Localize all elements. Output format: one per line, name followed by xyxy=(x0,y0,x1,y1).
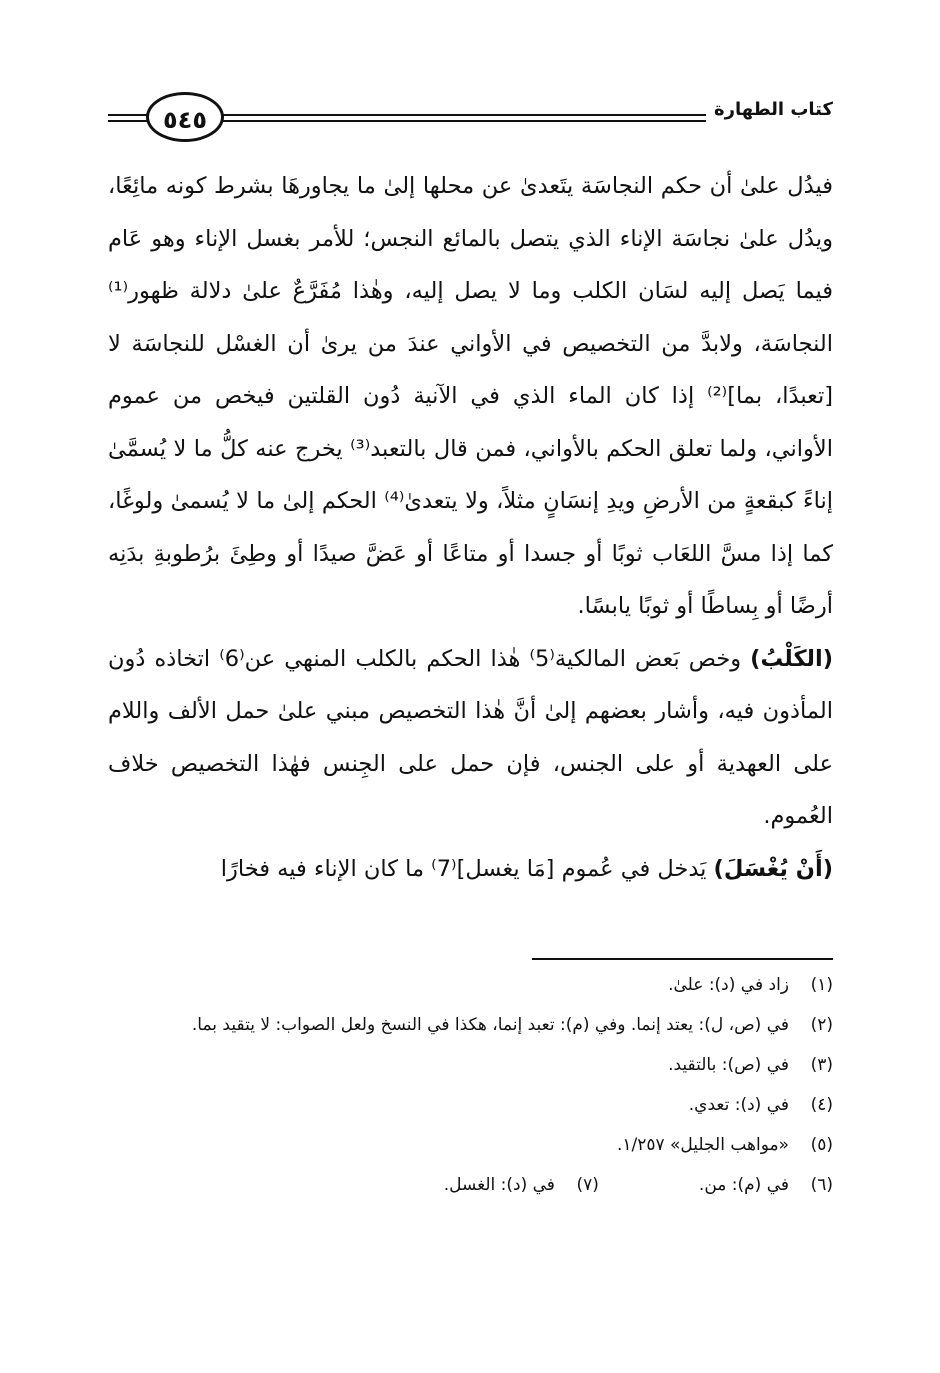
paragraph-2-text: وخص بَعض المالكية⁽5⁾ هٰذا الحكم بالكلب المنهي عن⁽6⁾ اتخاذه دُون المأذون فيه، وأشار بعضهم إلىٰ أنَّ هٰذا التخصيص مبني علىٰ حمل الألف واللام على العهدية أو على الجنس، فإن حمل على الجِنس فهٰذا التخصيص خلاف العُموم. xyxy=(108,645,833,829)
footnote-3-number: (٣) xyxy=(810,1055,833,1075)
footnote-7-text: في (د): الغسل. xyxy=(443,1175,555,1195)
footnote-row-6-7 xyxy=(108,1170,833,1200)
footnote-2 xyxy=(108,1010,833,1040)
footnote-5-number: (٥) xyxy=(810,1135,833,1155)
footnote-6-text: في (م): من. xyxy=(698,1175,789,1195)
footnote-2-text: في (ص، ل): يعتد إنما. وفي (م): تعبد إنما، هكذا في النسخ ولعل الصواب: لا يتقيد بما. xyxy=(191,1015,789,1035)
footnote-1-number: (١) xyxy=(810,975,833,995)
footnote-1-text: زاد في (د): علىٰ. xyxy=(668,975,789,995)
footnote-5-text: «مواهب الجليل» ١/٢٥٧. xyxy=(616,1135,789,1155)
footnote-6-number: (٦) xyxy=(810,1175,833,1195)
footnote-1 xyxy=(108,970,833,1000)
footnote-7-number: (٧) xyxy=(576,1175,599,1195)
footnote-3-text: في (ص): بالتقيد. xyxy=(668,1055,789,1075)
footnote-separator xyxy=(532,958,833,960)
page-header xyxy=(108,92,833,148)
paragraph-2-lead: (الكَلْبُ) xyxy=(750,645,833,672)
footnote-3 xyxy=(108,1050,833,1080)
footnotes xyxy=(108,970,833,1200)
paragraph-3-lead: (أَنْ يُغْسَلَ) xyxy=(713,855,833,882)
footnote-2-number: (٢) xyxy=(810,1015,833,1035)
paragraph-1: فيدُل علىٰ أن حكم النجاسَة يتَعدىٰ عن محلها إلىٰ ما يجاورهَا بشرط كونه مائِعًا، ويدُل علىٰ نجاسَة الإناء الذي يتصل بالمائع النجس؛ للأمر بغسل الإناء وهو عَام فيما يَصل إليه لسَان الكلب وما لا يصل إليه، وهٰذا مُفَرَّعٌ علىٰ دلالة ظهور⁽¹⁾ النجاسَة، ولابدَّ من التخصيص في الأواني عندَ من يرىٰ أن الغسْل للنجاسَة لا [تعبدًا، بما]⁽²⁾ إذا كان الماء الذي في الآنية دُون القلتين فيخص من عموم الأواني، ولما تعلق الحكم بالأواني، فمن قال بالتعبد⁽³⁾ يخرج عنه كلُّ ما لا يُسمَّىٰ إناءً كبقعةٍ من الأرضِ ويدِ إنسَانٍ مثلاً، ولا يتعدىٰ⁽⁴⁾ الحكم إلىٰ ما لا يُسمىٰ ولوغًا، كما إذا مسَّ اللعَاب ثوبًا أو جسدا أو متاعًا أو عَضَّ صيدًا أو وطِئَ برُطوبةِ بدَنِه أرضًا أو بِساطًا أو ثوبًا يابسًا. xyxy=(108,173,834,619)
footnote-4 xyxy=(108,1090,833,1120)
footnote-6 xyxy=(699,1170,833,1200)
paragraph-3-text: يَدخل في عُموم [مَا يغسل]⁽7⁾ ما كان الإناء فيه فخارًا xyxy=(220,855,714,882)
footnote-5 xyxy=(108,1130,833,1160)
footnote-4-text: في (د): تعدي. xyxy=(688,1095,789,1115)
main-text xyxy=(108,160,833,895)
running-title: كتاب الطهارة xyxy=(706,96,833,124)
paragraph-3 xyxy=(108,843,833,896)
paragraph-2 xyxy=(108,633,833,843)
page-number: ٥٤٥ xyxy=(146,92,224,142)
footnote-4-number: (٤) xyxy=(810,1095,833,1115)
footnote-7 xyxy=(444,1170,599,1200)
